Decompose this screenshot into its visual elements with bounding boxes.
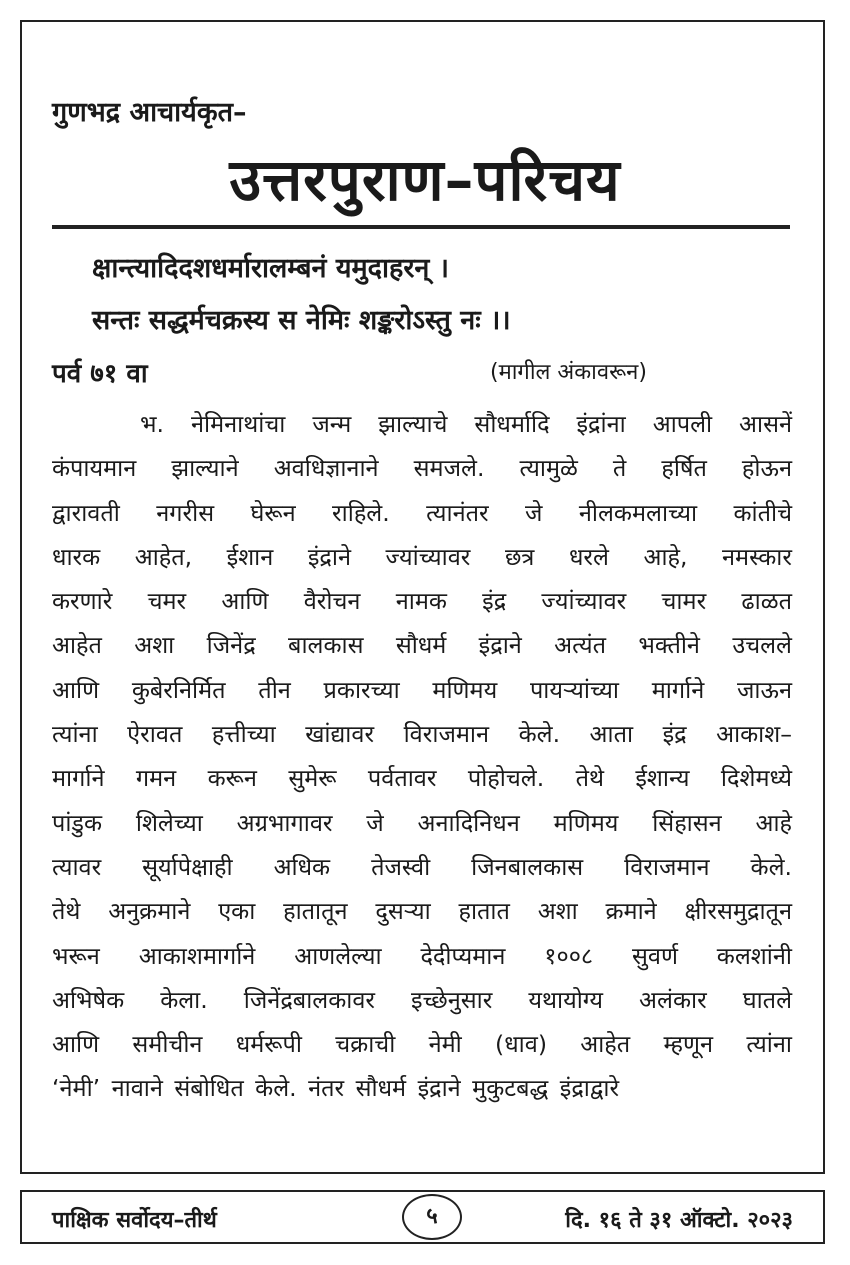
body-line: धारक आहेत, ईशान इंद्राने ज्यांच्यावर छत्र धरले आहे, नमस्कार — [52, 542, 792, 571]
body-line: आहेत अशा जिनेंद्र बालकास सौधर्म इंद्राने अत्यंत भक्तीने उचलले — [52, 631, 792, 660]
body-line: द्वारावती नगरीस घेरून राहिले. त्यानंतर जे नीलकमलाच्या कांतीचे — [52, 498, 792, 527]
body-line: कंपायमान झाल्याने अवधिज्ञानाने समजले. त्यामुळे ते हर्षित होऊन — [52, 454, 792, 483]
body-line: त्यांना ऐरावत हत्तीच्या खांद्यावर विराजमान केले. आता इंद्र आकाश– — [52, 720, 792, 749]
issue-date: दि. १६ ते ३१ ऑक्टो. २०२३ — [565, 1208, 793, 1233]
body-line: आणि कुबेरनिर्मित तीन प्रकारच्या मणिमय पायऱ्यांच्या मार्गाने जाऊन — [52, 675, 792, 704]
body-line: करणारे चमर आणि वैरोचन नामक इंद्र ज्यांच्यावर चामर ढाळत — [52, 587, 792, 616]
body-line: भ. नेमिनाथांचा जन्म झाल्याचे सौधर्मादि इंद्रांना आपली आसनें — [140, 410, 792, 438]
article-body — [52, 402, 792, 1111]
body-line: भरून आकाशमार्गाने आणलेल्या देदीप्यमान १००८ सुवर्ण कलशांनी — [52, 941, 792, 970]
title-rule — [52, 225, 790, 229]
article-subtitle: गुणभद्र आचार्यकृत– — [52, 97, 247, 128]
page-number: ५ — [402, 1194, 462, 1240]
body-line: पांडुक शिलेच्या अग्रभागावर जे अनादिनिधन मणिमय सिंहासन आहे — [52, 808, 792, 837]
article-title: उत्तरपुराण–परिचय — [229, 146, 621, 214]
body-line: त्यावर सूर्यापेक्षाही अधिक तेजस्वी जिनबालकास विराजमान केले. — [52, 852, 792, 881]
body-line: अभिषेक केला. जिनेंद्रबालकावर इच्छेनुसार यथायोग्य अलंकार घातले — [52, 985, 792, 1014]
body-line: ‘नेमी’ नावाने संबोधित केले. नंतर सौधर्म इंद्राने मुकुटबद्ध इंद्राद्वारे — [52, 1074, 620, 1103]
publication-name: पाक्षिक सर्वोदय–तीर्थ — [52, 1208, 217, 1233]
parva-heading: पर्व ७१ वा — [52, 359, 148, 389]
continued-note: (मागील अंकावरून) — [490, 360, 647, 385]
body-line: आणि समीचीन धर्मरूपी चक्राची नेमी (धाव) आहेत म्हणून त्यांना — [52, 1030, 792, 1059]
body-line: मार्गाने गमन करून सुमेरू पर्वतावर पोहोचले. तेथे ईशान्य दिशेमध्ये — [52, 764, 792, 793]
verse-line-1: क्षान्त्यादिदशधर्मारालम्बनं यमुदाहरन् । — [92, 253, 450, 284]
verse-line-2: सन्तः सद्धर्मचक्रस्य स नेमिः शङ्करोऽस्तु नः ।। — [92, 305, 511, 336]
body-line: तेथे अनुक्रमाने एका हातातून दुसऱ्या हातात अशा क्रमाने क्षीरसमुद्रातून — [52, 897, 792, 926]
page-footer — [20, 1190, 825, 1244]
